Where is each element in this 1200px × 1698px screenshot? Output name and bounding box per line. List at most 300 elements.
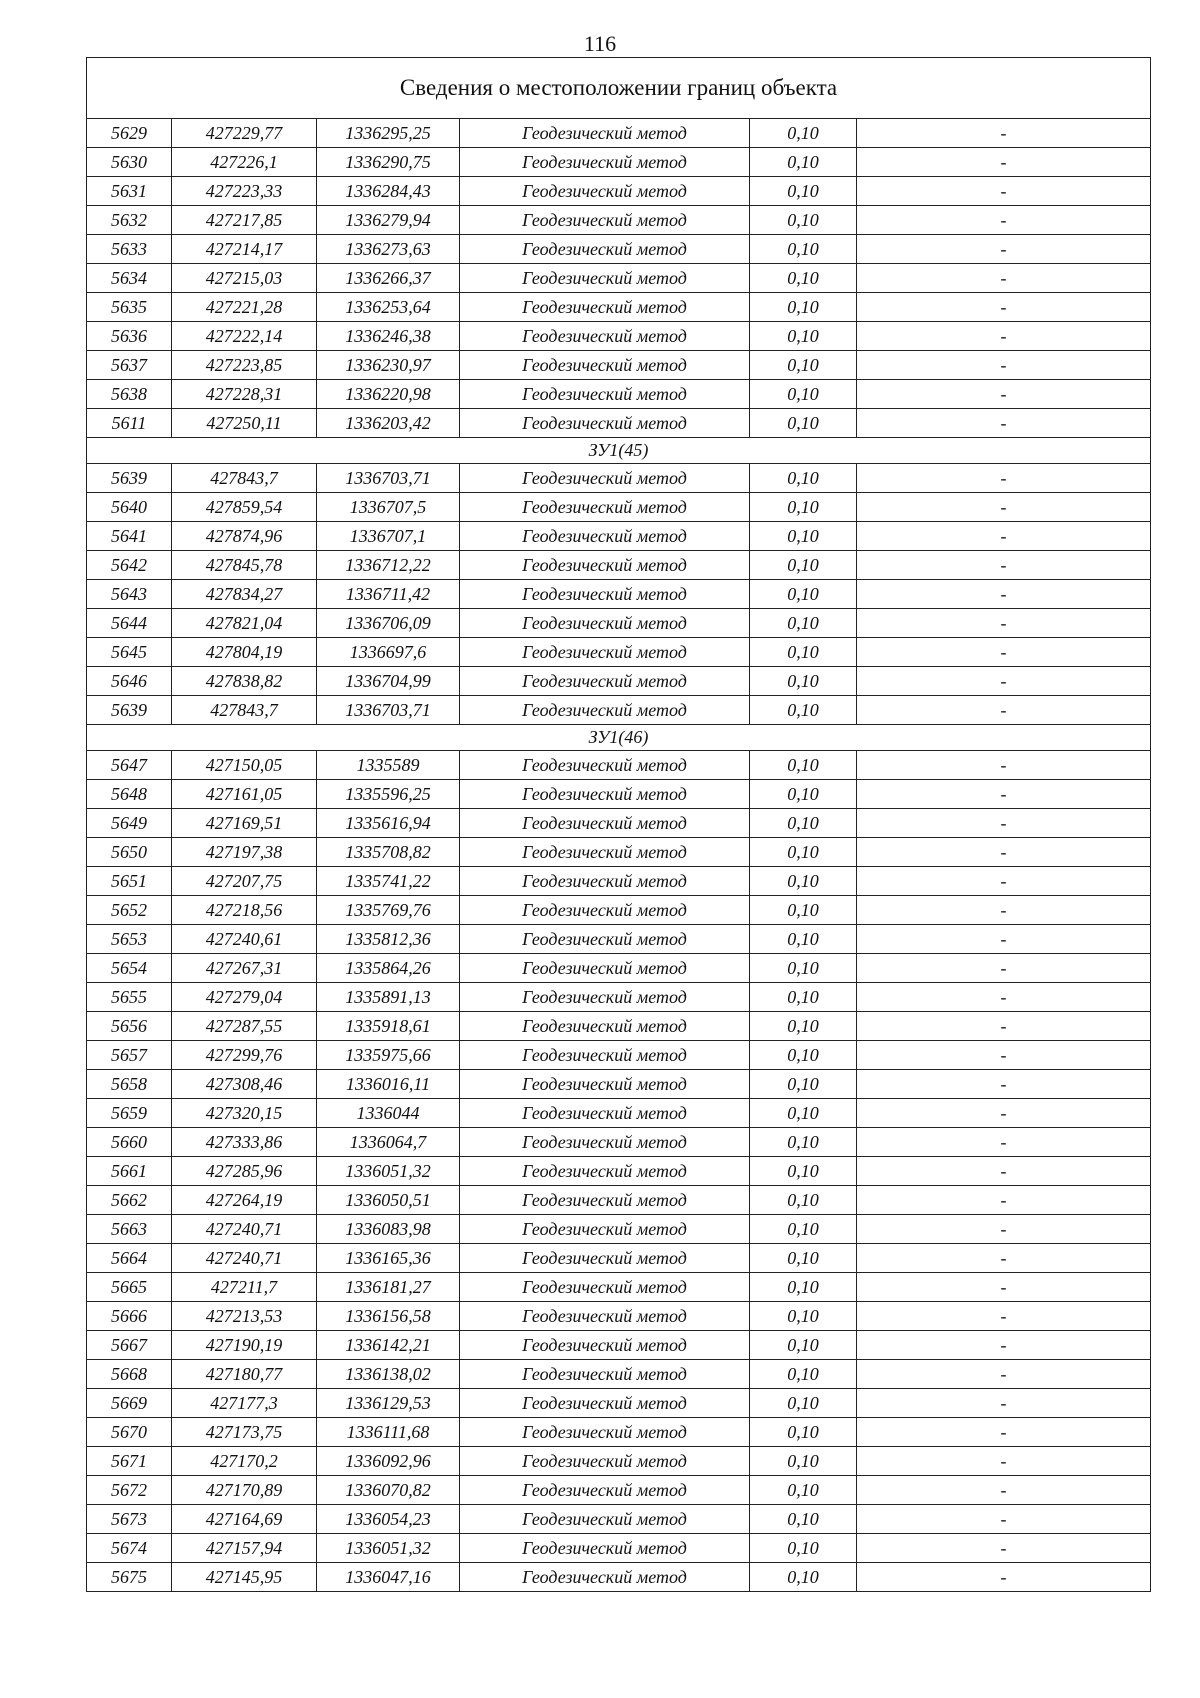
accuracy-cell: 0,10 [750, 1215, 857, 1244]
y-coordinate-cell: 1336704,99 [317, 667, 460, 696]
accuracy-cell: 0,10 [750, 322, 857, 351]
x-coordinate-cell: 427215,03 [172, 264, 317, 293]
method-cell: Геодезический метод [460, 409, 750, 438]
y-coordinate-cell: 1336051,32 [317, 1534, 460, 1563]
table-row [87, 1563, 1151, 1592]
note-cell: - [857, 867, 1151, 896]
y-coordinate-cell: 1335891,13 [317, 983, 460, 1012]
x-coordinate-cell: 427250,11 [172, 409, 317, 438]
note-cell: - [857, 1099, 1151, 1128]
method-cell: Геодезический метод [460, 867, 750, 896]
point-number-cell: 5661 [87, 1157, 172, 1186]
x-coordinate-cell: 427845,78 [172, 551, 317, 580]
accuracy-cell: 0,10 [750, 696, 857, 725]
note-cell: - [857, 322, 1151, 351]
y-coordinate-cell: 1335769,76 [317, 896, 460, 925]
accuracy-cell: 0,10 [750, 177, 857, 206]
x-coordinate-cell: 427157,94 [172, 1534, 317, 1563]
table-row [87, 1244, 1151, 1273]
y-coordinate-cell: 1336111,68 [317, 1418, 460, 1447]
point-number-cell: 5634 [87, 264, 172, 293]
table-row [87, 867, 1151, 896]
table-row [87, 1070, 1151, 1099]
y-coordinate-cell: 1336711,42 [317, 580, 460, 609]
note-cell: - [857, 1302, 1151, 1331]
accuracy-cell: 0,10 [750, 1447, 857, 1476]
method-cell: Геодезический метод [460, 896, 750, 925]
x-coordinate-cell: 427320,15 [172, 1099, 317, 1128]
x-coordinate-cell: 427222,14 [172, 322, 317, 351]
accuracy-cell: 0,10 [750, 351, 857, 380]
table-row [87, 1302, 1151, 1331]
table-row [87, 322, 1151, 351]
point-number-cell: 5640 [87, 493, 172, 522]
accuracy-cell: 0,10 [750, 751, 857, 780]
point-number-cell: 5663 [87, 1215, 172, 1244]
table-row [87, 838, 1151, 867]
boundary-table-container [86, 57, 1150, 1592]
y-coordinate-cell: 1336703,71 [317, 696, 460, 725]
point-number-cell: 5670 [87, 1418, 172, 1447]
page-number: 116 [583, 31, 617, 56]
note-cell: - [857, 1070, 1151, 1099]
note-cell: - [857, 148, 1151, 177]
note-cell: - [857, 1418, 1151, 1447]
y-coordinate-cell: 1336016,11 [317, 1070, 460, 1099]
table-row [87, 1505, 1151, 1534]
method-cell: Геодезический метод [460, 609, 750, 638]
point-number-cell: 5669 [87, 1389, 172, 1418]
table-title: Сведения о местоположении границ объекта [87, 58, 1151, 119]
point-number-cell: 5664 [87, 1244, 172, 1273]
accuracy-cell: 0,10 [750, 1534, 857, 1563]
point-number-cell: 5642 [87, 551, 172, 580]
accuracy-cell: 0,10 [750, 638, 857, 667]
note-cell: - [857, 780, 1151, 809]
y-coordinate-cell: 1336047,16 [317, 1563, 460, 1592]
accuracy-cell: 0,10 [750, 464, 857, 493]
method-cell: Геодезический метод [460, 1302, 750, 1331]
point-number-cell: 5652 [87, 896, 172, 925]
method-cell: Геодезический метод [460, 235, 750, 264]
accuracy-cell: 0,10 [750, 954, 857, 983]
y-coordinate-cell: 1336203,42 [317, 409, 460, 438]
note-cell: - [857, 1186, 1151, 1215]
y-coordinate-cell: 1336253,64 [317, 293, 460, 322]
point-number-cell: 5648 [87, 780, 172, 809]
table-row [87, 293, 1151, 322]
accuracy-cell: 0,10 [750, 1302, 857, 1331]
method-cell: Геодезический метод [460, 551, 750, 580]
method-cell: Геодезический метод [460, 351, 750, 380]
method-cell: Геодезический метод [460, 322, 750, 351]
note-cell: - [857, 177, 1151, 206]
note-cell: - [857, 1215, 1151, 1244]
table-row [87, 983, 1151, 1012]
note-cell: - [857, 293, 1151, 322]
method-cell: Геодезический метод [460, 206, 750, 235]
point-number-cell: 5632 [87, 206, 172, 235]
x-coordinate-cell: 427874,96 [172, 522, 317, 551]
y-coordinate-cell: 1335708,82 [317, 838, 460, 867]
method-cell: Геодезический метод [460, 1447, 750, 1476]
accuracy-cell: 0,10 [750, 235, 857, 264]
table-row [87, 380, 1151, 409]
y-coordinate-cell: 1336284,43 [317, 177, 460, 206]
y-coordinate-cell: 1336707,5 [317, 493, 460, 522]
y-coordinate-cell: 1336295,25 [317, 119, 460, 148]
x-coordinate-cell: 427223,33 [172, 177, 317, 206]
note-cell: - [857, 1534, 1151, 1563]
accuracy-cell: 0,10 [750, 925, 857, 954]
x-coordinate-cell: 427213,53 [172, 1302, 317, 1331]
accuracy-cell: 0,10 [750, 1244, 857, 1273]
x-coordinate-cell: 427264,19 [172, 1186, 317, 1215]
note-cell: - [857, 235, 1151, 264]
point-number-cell: 5639 [87, 464, 172, 493]
accuracy-cell: 0,10 [750, 809, 857, 838]
accuracy-cell: 0,10 [750, 1505, 857, 1534]
accuracy-cell: 0,10 [750, 1563, 857, 1592]
table-row [87, 1389, 1151, 1418]
table-row [87, 1157, 1151, 1186]
y-coordinate-cell: 1336156,58 [317, 1302, 460, 1331]
x-coordinate-cell: 427240,61 [172, 925, 317, 954]
table-row [87, 1476, 1151, 1505]
note-cell: - [857, 1273, 1151, 1302]
note-cell: - [857, 925, 1151, 954]
x-coordinate-cell: 427285,96 [172, 1157, 317, 1186]
note-cell: - [857, 609, 1151, 638]
point-number-cell: 5630 [87, 148, 172, 177]
note-cell: - [857, 464, 1151, 493]
table-row [87, 493, 1151, 522]
method-cell: Геодезический метод [460, 1128, 750, 1157]
x-coordinate-cell: 427164,69 [172, 1505, 317, 1534]
point-number-cell: 5641 [87, 522, 172, 551]
note-cell: - [857, 1563, 1151, 1592]
y-coordinate-cell: 1336070,82 [317, 1476, 460, 1505]
note-cell: - [857, 493, 1151, 522]
y-coordinate-cell: 1336273,63 [317, 235, 460, 264]
note-cell: - [857, 522, 1151, 551]
method-cell: Геодезический метод [460, 148, 750, 177]
note-cell: - [857, 1360, 1151, 1389]
note-cell: - [857, 983, 1151, 1012]
y-coordinate-cell: 1336706,09 [317, 609, 460, 638]
x-coordinate-cell: 427150,05 [172, 751, 317, 780]
point-number-cell: 5665 [87, 1273, 172, 1302]
x-coordinate-cell: 427211,7 [172, 1273, 317, 1302]
note-cell: - [857, 638, 1151, 667]
accuracy-cell: 0,10 [750, 838, 857, 867]
table-row [87, 264, 1151, 293]
table-row [87, 667, 1151, 696]
table-row [87, 780, 1151, 809]
accuracy-cell: 0,10 [750, 667, 857, 696]
y-coordinate-cell: 1335616,94 [317, 809, 460, 838]
x-coordinate-cell: 427267,31 [172, 954, 317, 983]
x-coordinate-cell: 427170,2 [172, 1447, 317, 1476]
x-coordinate-cell: 427197,38 [172, 838, 317, 867]
boundary-coordinates-table [86, 57, 1151, 1592]
table-row [87, 1534, 1151, 1563]
table-row [87, 1099, 1151, 1128]
method-cell: Геодезический метод [460, 1273, 750, 1302]
x-coordinate-cell: 427173,75 [172, 1418, 317, 1447]
accuracy-cell: 0,10 [750, 1099, 857, 1128]
point-number-cell: 5633 [87, 235, 172, 264]
method-cell: Геодезический метод [460, 925, 750, 954]
x-coordinate-cell: 427221,28 [172, 293, 317, 322]
x-coordinate-cell: 427287,55 [172, 1012, 317, 1041]
method-cell: Геодезический метод [460, 780, 750, 809]
method-cell: Геодезический метод [460, 954, 750, 983]
method-cell: Геодезический метод [460, 264, 750, 293]
method-cell: Геодезический метод [460, 1389, 750, 1418]
y-coordinate-cell: 1336138,02 [317, 1360, 460, 1389]
x-coordinate-cell: 427240,71 [172, 1244, 317, 1273]
accuracy-cell: 0,10 [750, 493, 857, 522]
accuracy-cell: 0,10 [750, 1012, 857, 1041]
table-row [87, 1360, 1151, 1389]
x-coordinate-cell: 427843,7 [172, 464, 317, 493]
table-row [87, 751, 1151, 780]
point-number-cell: 5671 [87, 1447, 172, 1476]
method-cell: Геодезический метод [460, 1476, 750, 1505]
y-coordinate-cell: 1336129,53 [317, 1389, 460, 1418]
note-cell: - [857, 1331, 1151, 1360]
note-cell: - [857, 809, 1151, 838]
point-number-cell: 5631 [87, 177, 172, 206]
accuracy-cell: 0,10 [750, 1476, 857, 1505]
method-cell: Геодезический метод [460, 493, 750, 522]
y-coordinate-cell: 1336044 [317, 1099, 460, 1128]
note-cell: - [857, 838, 1151, 867]
note-cell: - [857, 696, 1151, 725]
method-cell: Геодезический метод [460, 983, 750, 1012]
section-label: ЗУ1(45) [87, 438, 1151, 464]
y-coordinate-cell: 1336050,51 [317, 1186, 460, 1215]
table-row [87, 696, 1151, 725]
table-row [87, 609, 1151, 638]
y-coordinate-cell: 1335864,26 [317, 954, 460, 983]
accuracy-cell: 0,10 [750, 380, 857, 409]
point-number-cell: 5655 [87, 983, 172, 1012]
y-coordinate-cell: 1335741,22 [317, 867, 460, 896]
note-cell: - [857, 1244, 1151, 1273]
x-coordinate-cell: 427821,04 [172, 609, 317, 638]
method-cell: Геодезический метод [460, 1215, 750, 1244]
x-coordinate-cell: 427226,1 [172, 148, 317, 177]
y-coordinate-cell: 1336181,27 [317, 1273, 460, 1302]
accuracy-cell: 0,10 [750, 1128, 857, 1157]
accuracy-cell: 0,10 [750, 1389, 857, 1418]
y-coordinate-cell: 1336083,98 [317, 1215, 460, 1244]
table-row [87, 1447, 1151, 1476]
table-row [87, 580, 1151, 609]
y-coordinate-cell: 1336712,22 [317, 551, 460, 580]
table-title-row [87, 58, 1151, 119]
accuracy-cell: 0,10 [750, 1360, 857, 1389]
y-coordinate-cell: 1336064,7 [317, 1128, 460, 1157]
table-row [87, 809, 1151, 838]
note-cell: - [857, 667, 1151, 696]
y-coordinate-cell: 1336220,98 [317, 380, 460, 409]
point-number-cell: 5644 [87, 609, 172, 638]
point-number-cell: 5636 [87, 322, 172, 351]
y-coordinate-cell: 1336703,71 [317, 464, 460, 493]
x-coordinate-cell: 427207,75 [172, 867, 317, 896]
y-coordinate-cell: 1336092,96 [317, 1447, 460, 1476]
method-cell: Геодезический метод [460, 1244, 750, 1273]
note-cell: - [857, 1041, 1151, 1070]
note-cell: - [857, 119, 1151, 148]
method-cell: Геодезический метод [460, 1563, 750, 1592]
table-row [87, 1273, 1151, 1302]
x-coordinate-cell: 427177,3 [172, 1389, 317, 1418]
table-row [87, 522, 1151, 551]
method-cell: Геодезический метод [460, 1070, 750, 1099]
y-coordinate-cell: 1336165,36 [317, 1244, 460, 1273]
method-cell: Геодезический метод [460, 1041, 750, 1070]
table-row [87, 1012, 1151, 1041]
point-number-cell: 5658 [87, 1070, 172, 1099]
point-number-cell: 5654 [87, 954, 172, 983]
x-coordinate-cell: 427169,51 [172, 809, 317, 838]
table-body [87, 119, 1151, 1592]
table-row [87, 148, 1151, 177]
method-cell: Геодезический метод [460, 838, 750, 867]
accuracy-cell: 0,10 [750, 1331, 857, 1360]
y-coordinate-cell: 1335812,36 [317, 925, 460, 954]
point-number-cell: 5638 [87, 380, 172, 409]
note-cell: - [857, 1476, 1151, 1505]
y-coordinate-cell: 1335589 [317, 751, 460, 780]
point-number-cell: 5659 [87, 1099, 172, 1128]
y-coordinate-cell: 1336142,21 [317, 1331, 460, 1360]
accuracy-cell: 0,10 [750, 148, 857, 177]
method-cell: Геодезический метод [460, 1012, 750, 1041]
point-number-cell: 5651 [87, 867, 172, 896]
point-number-cell: 5675 [87, 1563, 172, 1592]
point-number-cell: 5645 [87, 638, 172, 667]
point-number-cell: 5629 [87, 119, 172, 148]
point-number-cell: 5662 [87, 1186, 172, 1215]
accuracy-cell: 0,10 [750, 409, 857, 438]
x-coordinate-cell: 427180,77 [172, 1360, 317, 1389]
table-row [87, 351, 1151, 380]
accuracy-cell: 0,10 [750, 1157, 857, 1186]
note-cell: - [857, 1389, 1151, 1418]
y-coordinate-cell: 1336290,75 [317, 148, 460, 177]
point-number-cell: 5653 [87, 925, 172, 954]
method-cell: Геодезический метод [460, 293, 750, 322]
note-cell: - [857, 1012, 1151, 1041]
x-coordinate-cell: 427299,76 [172, 1041, 317, 1070]
method-cell: Геодезический метод [460, 1418, 750, 1447]
method-cell: Геодезический метод [460, 1534, 750, 1563]
method-cell: Геодезический метод [460, 119, 750, 148]
point-number-cell: 5666 [87, 1302, 172, 1331]
note-cell: - [857, 206, 1151, 235]
accuracy-cell: 0,10 [750, 293, 857, 322]
method-cell: Геодезический метод [460, 696, 750, 725]
note-cell: - [857, 896, 1151, 925]
note-cell: - [857, 1505, 1151, 1534]
y-coordinate-cell: 1336707,1 [317, 522, 460, 551]
accuracy-cell: 0,10 [750, 522, 857, 551]
note-cell: - [857, 380, 1151, 409]
method-cell: Геодезический метод [460, 751, 750, 780]
accuracy-cell: 0,10 [750, 780, 857, 809]
table-row [87, 1186, 1151, 1215]
point-number-cell: 5611 [87, 409, 172, 438]
note-cell: - [857, 264, 1151, 293]
note-cell: - [857, 351, 1151, 380]
method-cell: Геодезический метод [460, 1186, 750, 1215]
method-cell: Геодезический метод [460, 1331, 750, 1360]
x-coordinate-cell: 427229,77 [172, 119, 317, 148]
point-number-cell: 5647 [87, 751, 172, 780]
table-row [87, 1215, 1151, 1244]
accuracy-cell: 0,10 [750, 609, 857, 638]
accuracy-cell: 0,10 [750, 983, 857, 1012]
section-header-row [87, 438, 1151, 464]
note-cell: - [857, 551, 1151, 580]
y-coordinate-cell: 1335596,25 [317, 780, 460, 809]
method-cell: Геодезический метод [460, 667, 750, 696]
y-coordinate-cell: 1336054,23 [317, 1505, 460, 1534]
x-coordinate-cell: 427170,89 [172, 1476, 317, 1505]
section-header-row [87, 725, 1151, 751]
x-coordinate-cell: 427240,71 [172, 1215, 317, 1244]
table-row [87, 206, 1151, 235]
table-row [87, 954, 1151, 983]
note-cell: - [857, 751, 1151, 780]
y-coordinate-cell: 1336266,37 [317, 264, 460, 293]
note-cell: - [857, 1447, 1151, 1476]
accuracy-cell: 0,10 [750, 119, 857, 148]
table-row [87, 409, 1151, 438]
x-coordinate-cell: 427190,19 [172, 1331, 317, 1360]
point-number-cell: 5657 [87, 1041, 172, 1070]
x-coordinate-cell: 427214,17 [172, 235, 317, 264]
x-coordinate-cell: 427834,27 [172, 580, 317, 609]
x-coordinate-cell: 427843,7 [172, 696, 317, 725]
x-coordinate-cell: 427223,85 [172, 351, 317, 380]
accuracy-cell: 0,10 [750, 1070, 857, 1099]
accuracy-cell: 0,10 [750, 264, 857, 293]
method-cell: Геодезический метод [460, 1505, 750, 1534]
y-coordinate-cell: 1336246,38 [317, 322, 460, 351]
point-number-cell: 5637 [87, 351, 172, 380]
table-row [87, 119, 1151, 148]
y-coordinate-cell: 1335975,66 [317, 1041, 460, 1070]
accuracy-cell: 0,10 [750, 867, 857, 896]
x-coordinate-cell: 427308,46 [172, 1070, 317, 1099]
point-number-cell: 5643 [87, 580, 172, 609]
y-coordinate-cell: 1336230,97 [317, 351, 460, 380]
accuracy-cell: 0,10 [750, 1186, 857, 1215]
accuracy-cell: 0,10 [750, 1418, 857, 1447]
table-row [87, 1128, 1151, 1157]
method-cell: Геодезический метод [460, 809, 750, 838]
method-cell: Геодезический метод [460, 638, 750, 667]
x-coordinate-cell: 427859,54 [172, 493, 317, 522]
x-coordinate-cell: 427804,19 [172, 638, 317, 667]
x-coordinate-cell: 427161,05 [172, 780, 317, 809]
